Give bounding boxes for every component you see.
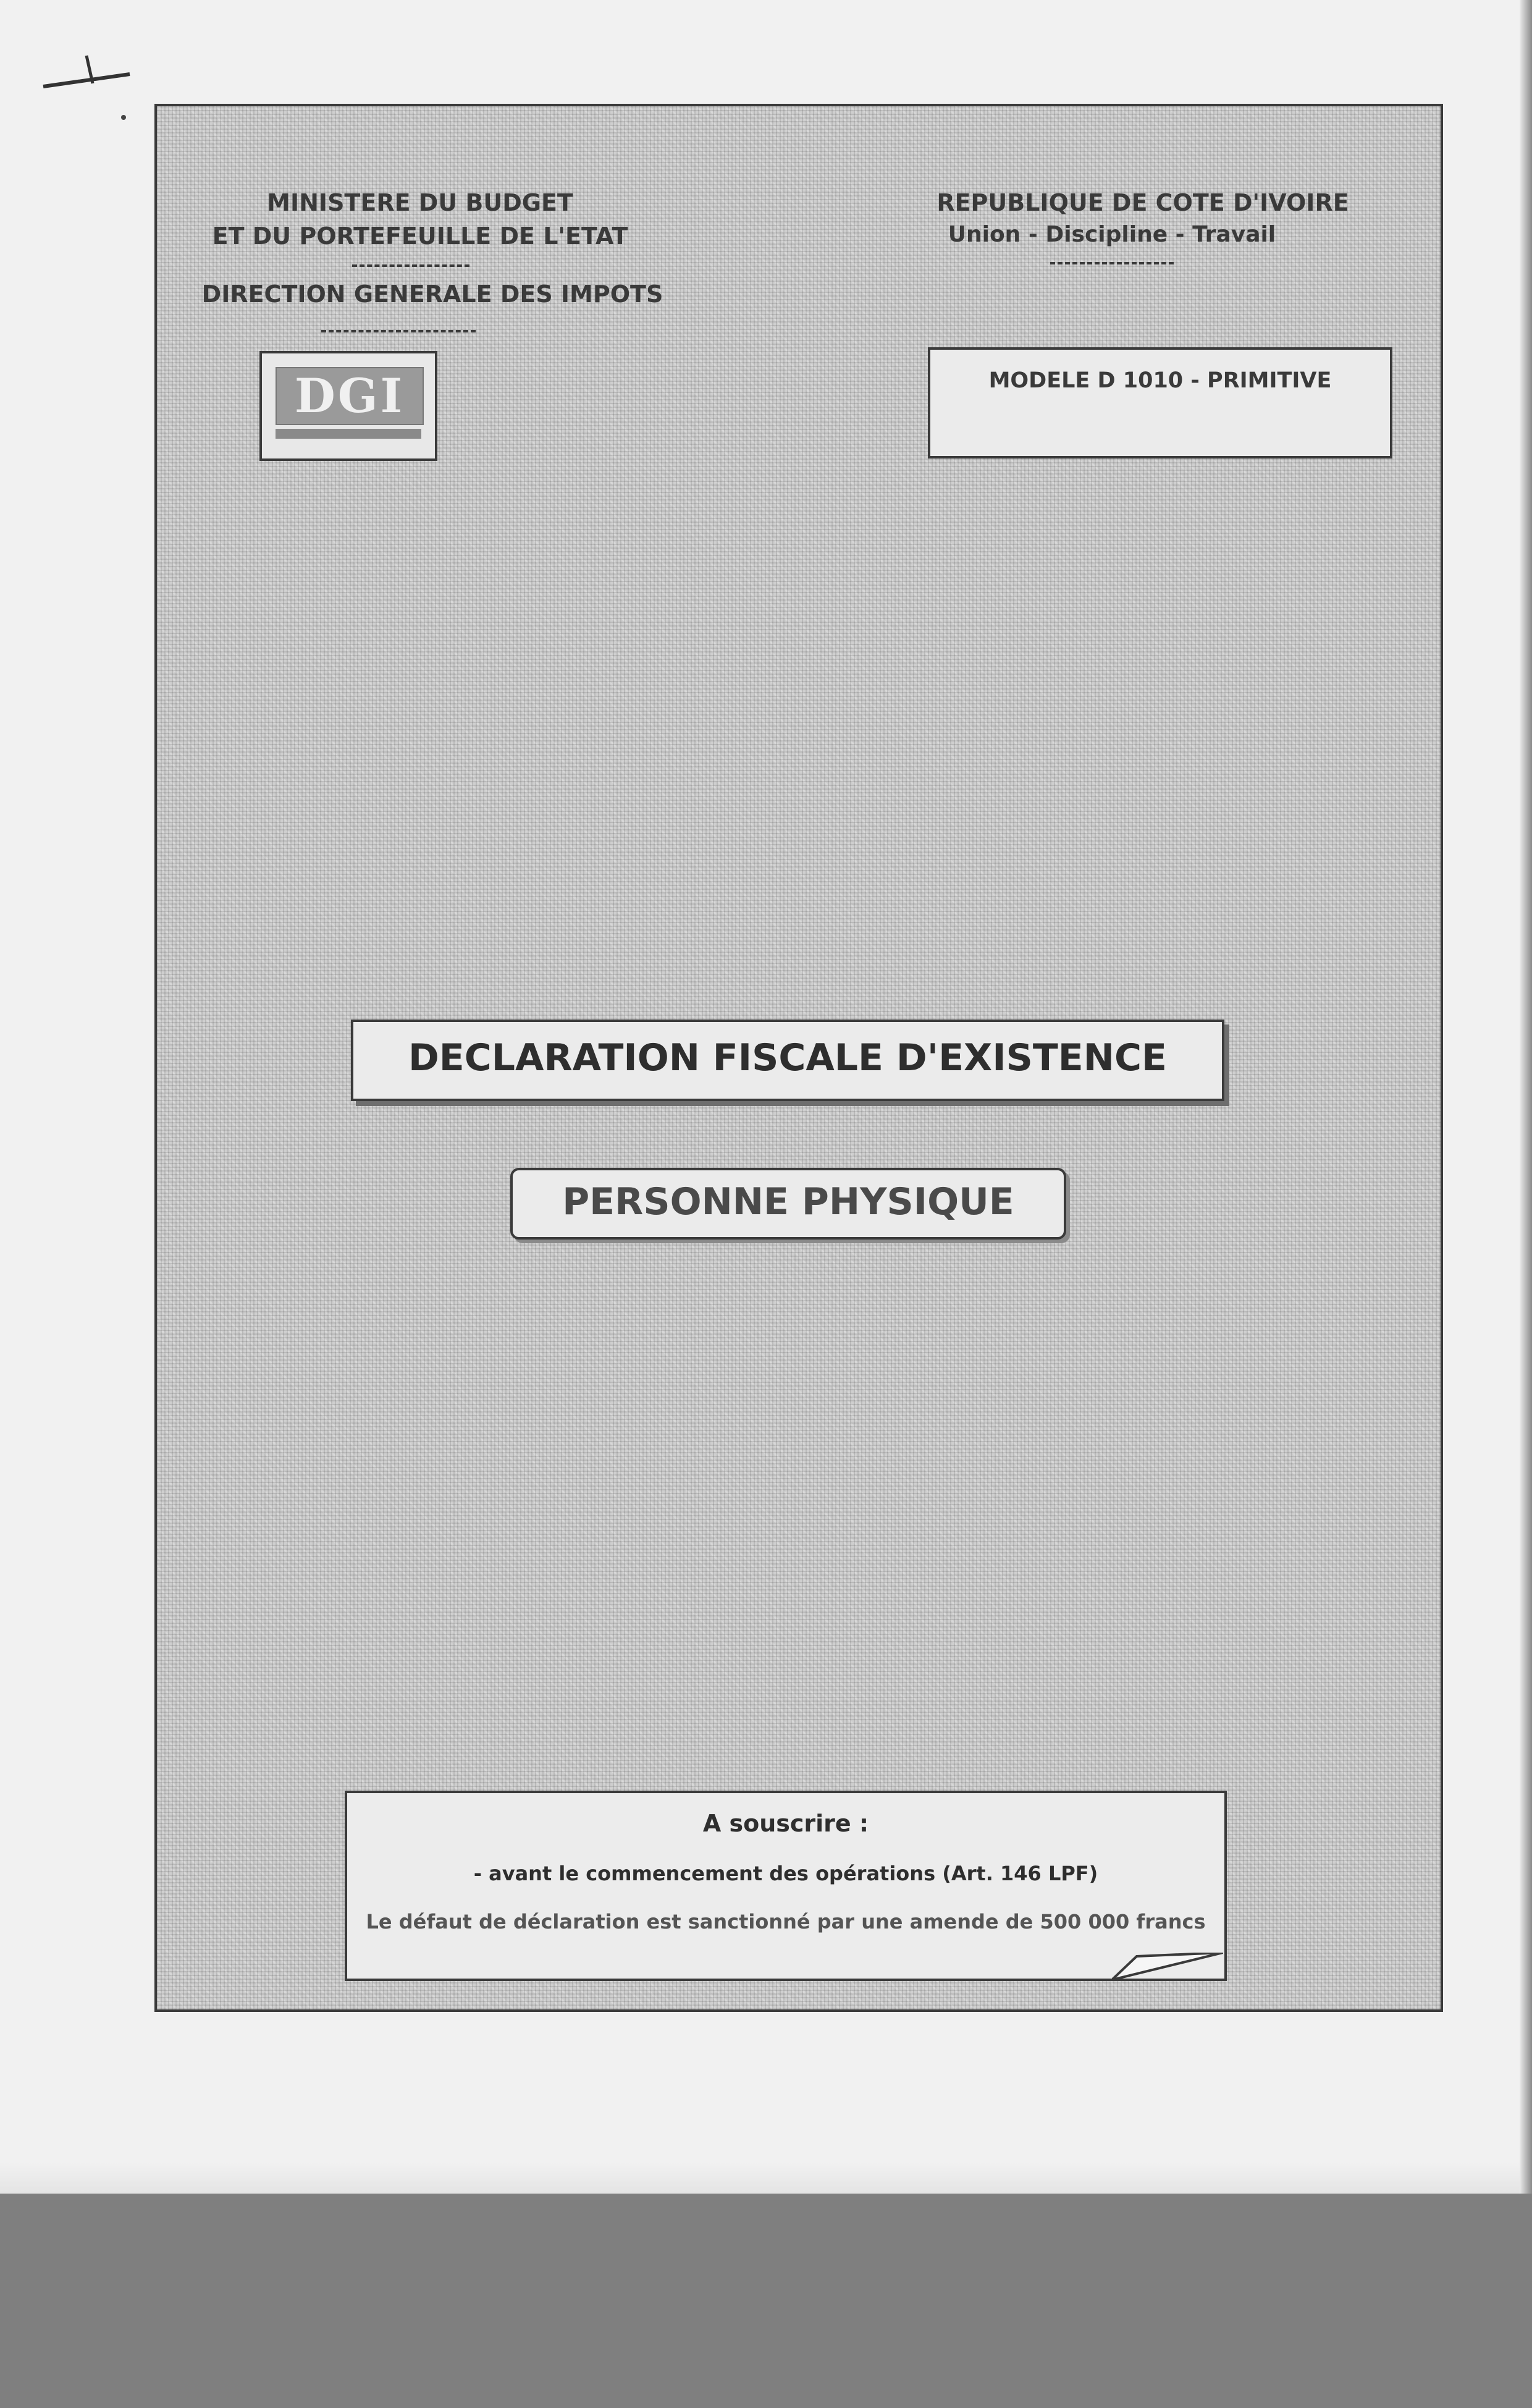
document-title: DECLARATION FISCALE D'EXISTENCE — [351, 1020, 1224, 1101]
republic-divider — [1050, 262, 1174, 264]
filing-notice-box — [345, 1791, 1227, 1981]
notice-deadline: - avant le commencement des opérations (Art. 146 LPF) — [473, 1862, 1098, 1885]
page-bottom-edge — [0, 2163, 1532, 2194]
document-subtitle: PERSONNE PHYSIQUE — [510, 1168, 1066, 1240]
page-curl-icon — [1112, 1953, 1223, 1980]
model-label-box: MODELE D 1010 - PRIMITIVE — [928, 347, 1392, 458]
national-motto: Union - Discipline - Travail — [948, 222, 1276, 247]
notice-penalty: Le défaut de déclaration est sanctionné par une amende de 500 000 francs — [366, 1910, 1206, 1933]
republic-title: REPUBLIQUE DE COTE D'IVOIRE — [936, 189, 1349, 216]
logo-emblem — [276, 367, 424, 425]
dgi-logo — [259, 351, 437, 461]
page-right-edge — [1520, 0, 1532, 2194]
direction-title: DIRECTION GENERALE DES IMPOTS — [201, 281, 663, 308]
direction-divider — [321, 330, 476, 332]
notice-heading: A souscrire : — [702, 1810, 869, 1837]
ministry-divider — [352, 264, 469, 267]
ministry-line-1: MINISTERE DU BUDGET — [267, 189, 573, 216]
ministry-line-2: ET DU PORTEFEUILLE DE L'ETAT — [212, 222, 628, 250]
logo-caption-strip — [276, 429, 421, 439]
logo-lettering: DGI — [294, 368, 405, 423]
